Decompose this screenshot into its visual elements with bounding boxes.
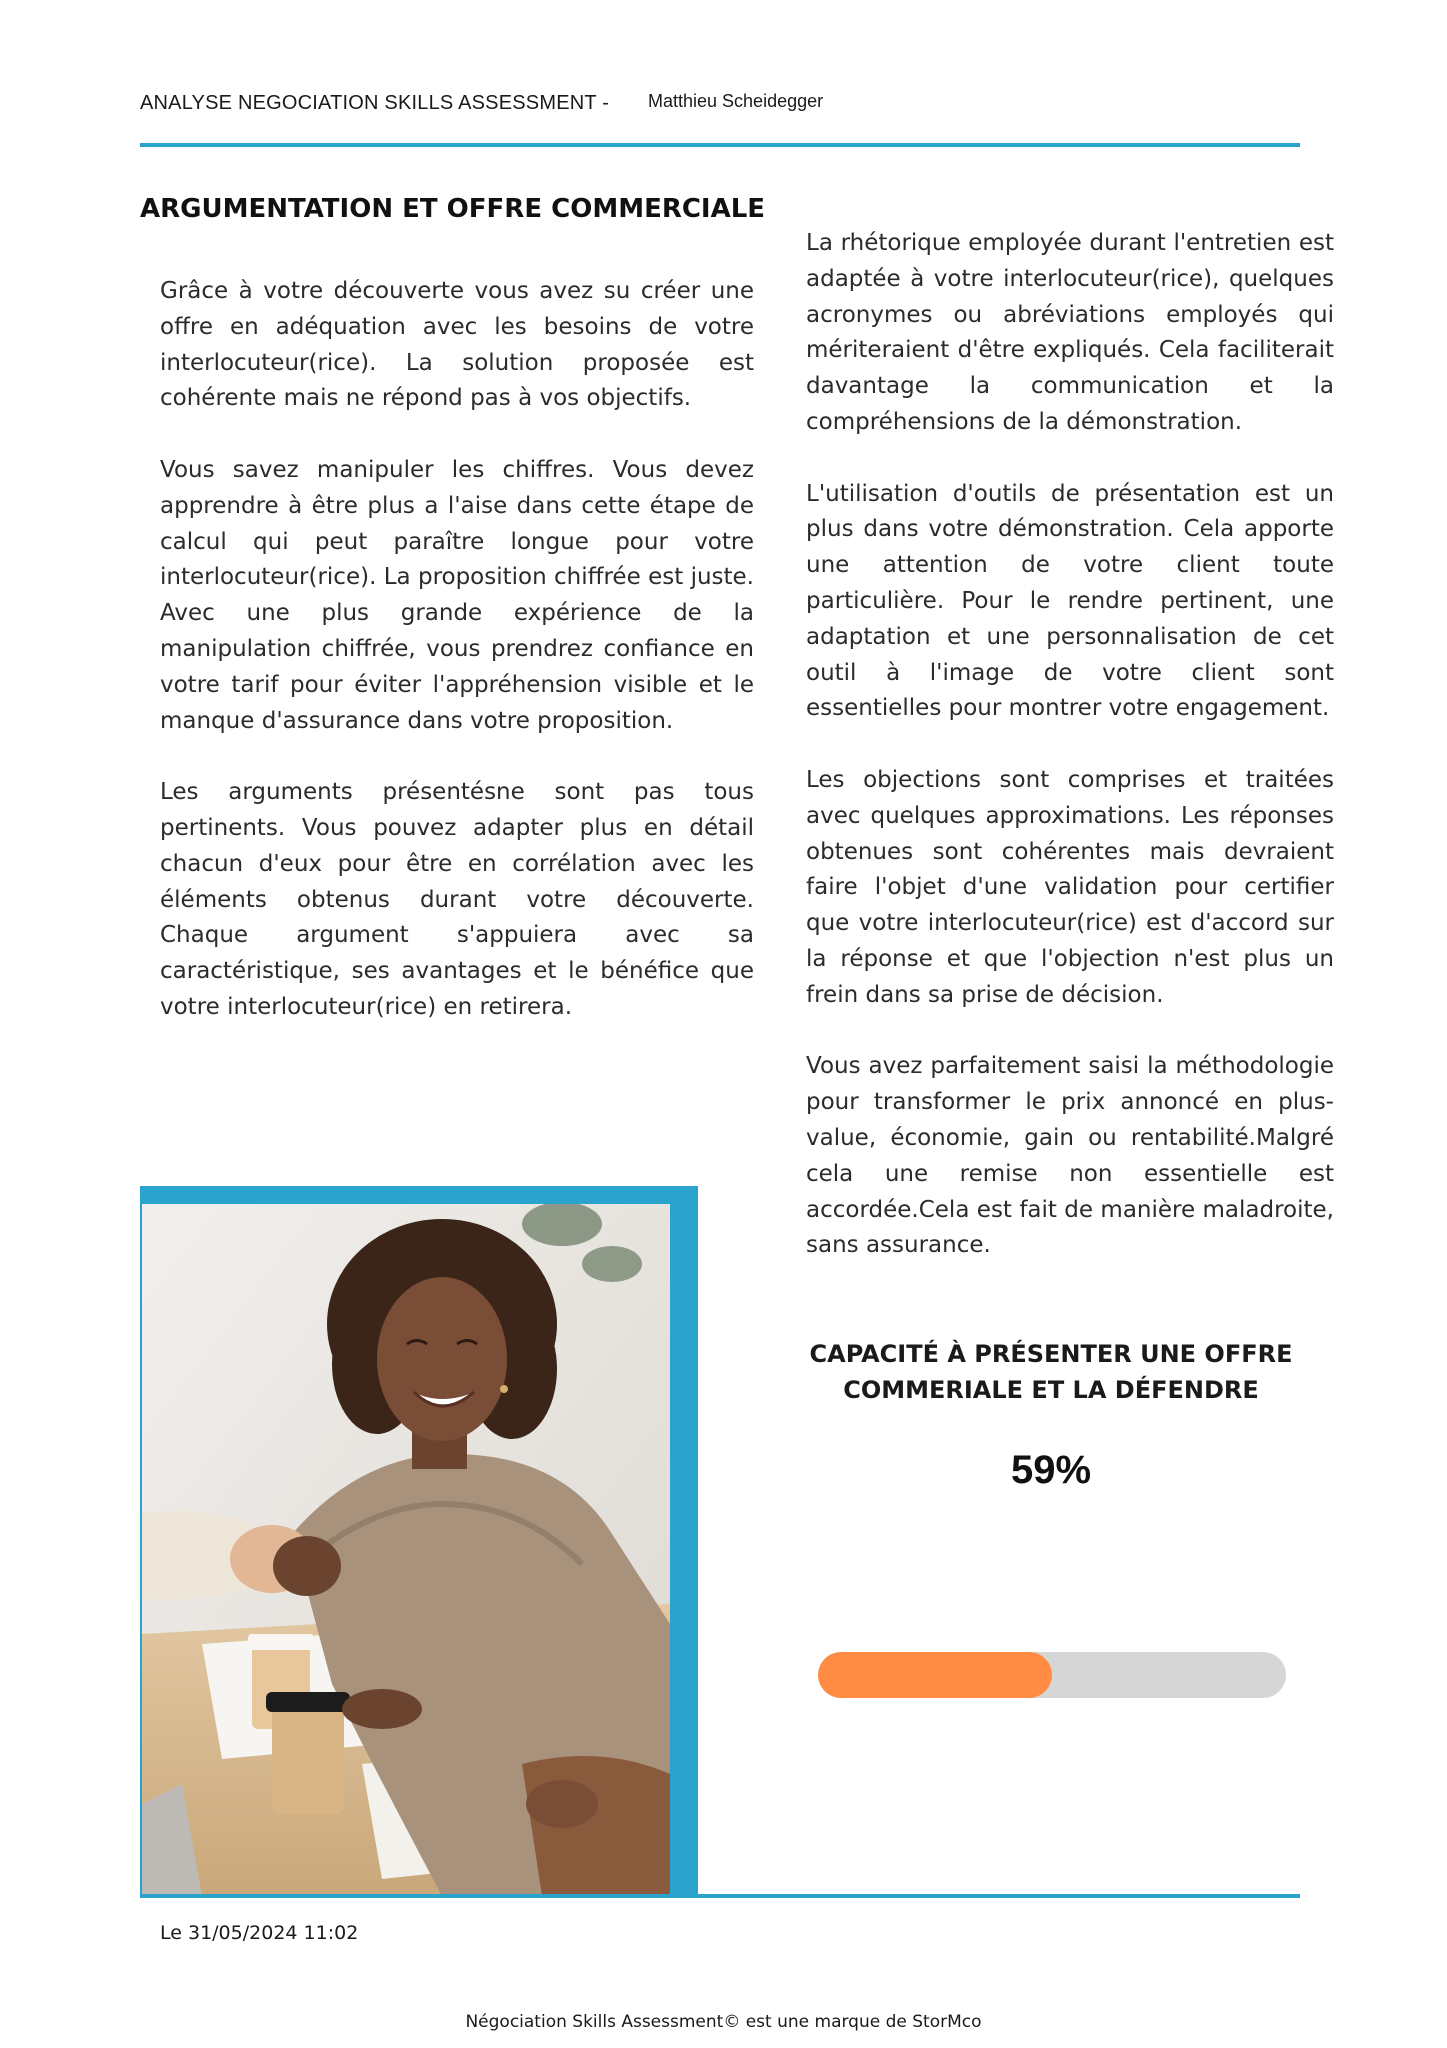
report-title: ANALYSE NEGOCIATION SKILLS ASSESSMENT - xyxy=(140,92,610,114)
right-column xyxy=(806,226,1334,1300)
candidate-name: Matthieu Scheidegger xyxy=(648,91,824,111)
right-paragraph-objections: Les objections sont comprises et traitées avec quelques approximations. Les réponses obtenues sont cohérentes mais devraient faire l'objet d'une validation pour certifier que votre interlocuteur(rice) est d'accord sur la réponse et que l'objection n'est plus un frein dans sa prise de décision. xyxy=(806,766,1334,1008)
right-paragraph-tools: L'utilisation d'outils de présentation est un plus dans votre démonstration. Cela apporte une attention de votre client toute particulière. Pour le rendre pertinent, une adaptation et une personnalisation de cet outil à l'image de votre client sont essentielles pour montrer votre engagement. xyxy=(806,480,1334,722)
footer-divider xyxy=(140,1894,1300,1898)
header-divider xyxy=(140,143,1300,147)
left-paragraph-discovery: Grâce à votre découverte vous avez su créer une offre en adéquation avec les besoins de votre interlocuteur(rice). La solution proposée est cohérente mais ne répond pas à vos objectifs. xyxy=(160,278,754,412)
score-title xyxy=(806,1336,1296,1408)
right-paragraph-pricing: Vous avez parfaitement saisi la méthodologie pour transformer le prix annoncé en plus-value, économie, gain ou rentabilité.Malgré cela une remise non essentielle est accordée.Cela est fait de manière maladroite, sans assurance. xyxy=(806,1053,1334,1259)
score-title-line-1: CAPACITÉ À PRÉSENTER UNE OFFRE xyxy=(809,1340,1293,1368)
left-paragraph-figures: Vous savez manipuler les chiffres. Vous devez apprendre à être plus a l'aise dans cette étape de calcul qui peut paraître longue pour votre interlocuteur(rice). La proposition chiffrée est juste. Avec une plus grande expérience de la manipulation chiffrée, vous prendrez confiance en votre tarif pour éviter l'appréhension visible et le manque d'assurance dans votre proposition. xyxy=(160,456,754,734)
score-progress-bar xyxy=(818,1652,1286,1698)
trademark-footer: Négociation Skills Assessment© est une marque de StorMco xyxy=(465,2012,982,2032)
handshake-photo xyxy=(142,1204,670,1896)
score-percentage: 59% xyxy=(1010,1448,1092,1492)
section-title: ARGUMENTATION ET OFFRE COMMERCIALE xyxy=(140,194,766,224)
left-paragraph-arguments: Les arguments présentésne sont pas tous pertinents. Vous pouvez adapter plus en détail chacun d'eux pour être en corrélation avec les éléments obtenus durant votre découverte. Chaque argument s'appuiera avec sa caractéristique, ses avantages et le bénéfice que votre interlocuteur(rice) en retirera. xyxy=(160,779,754,1020)
report-date: Le 31/05/2024 11:02 xyxy=(160,1922,359,1944)
left-column xyxy=(160,274,754,1062)
score-progress-fill xyxy=(818,1652,1052,1698)
score-title-line-2: COMMERIALE ET LA DÉFENDRE xyxy=(843,1376,1259,1404)
right-paragraph-rhetoric: La rhétorique employée durant l'entretien est adaptée à votre interlocuteur(rice), quelques acronymes ou abréviations employés qui mériteraient d'être expliqués. Cela faciliterait davantage la communication et la compréhensions de la démonstration. xyxy=(806,230,1334,435)
